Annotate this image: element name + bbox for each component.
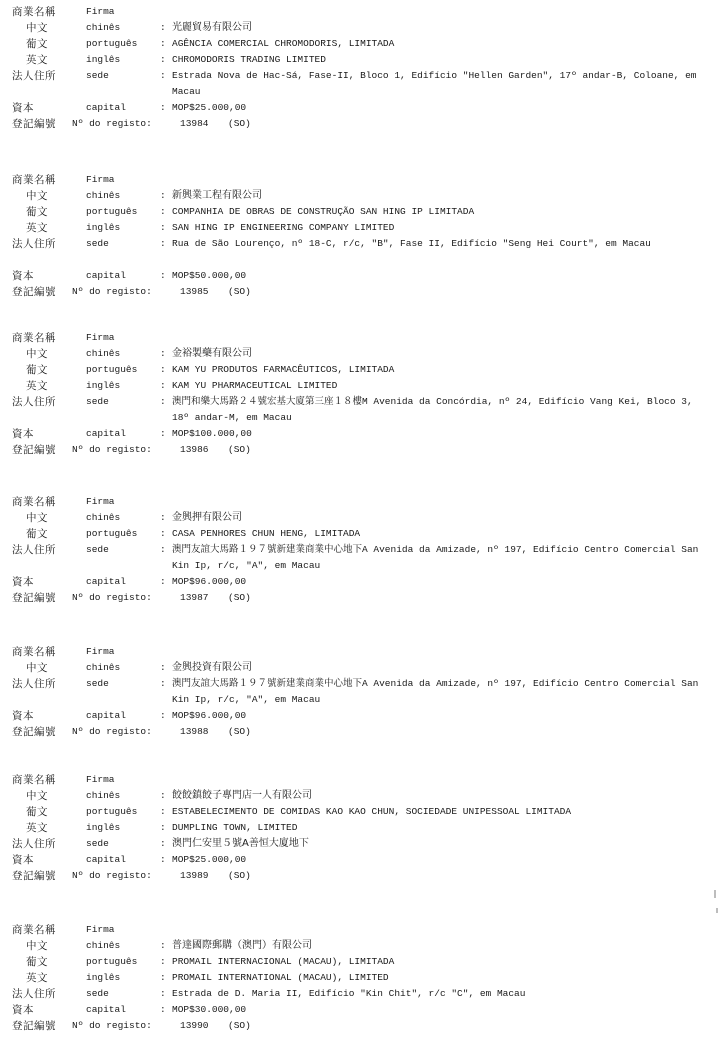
- firma-label-zh: 商業名稱: [12, 646, 56, 658]
- registo-note: (SO): [228, 118, 251, 129]
- colon: :: [160, 710, 166, 721]
- registo-number: 13984: [180, 118, 209, 129]
- firma-row: [0, 4, 722, 20]
- capital-row: [0, 574, 722, 590]
- portugues-label-zh: 葡文: [26, 956, 48, 968]
- chinese-name-value: 金裕製藥有限公司: [172, 348, 252, 359]
- colon: :: [160, 222, 166, 233]
- portugues-label-zh: 葡文: [26, 528, 48, 540]
- colon: :: [160, 662, 166, 673]
- capital-value: MOP$96.000,00: [172, 710, 247, 721]
- chines-label-zh: 中文: [26, 512, 48, 524]
- capital-label-zh: 資本: [12, 576, 34, 588]
- chinese-name-value: 新興業工程有限公司: [172, 190, 262, 201]
- ingles-row: [0, 378, 722, 394]
- portugues-row: [0, 362, 722, 378]
- chines-label-zh: 中文: [26, 662, 48, 674]
- chines-row: [0, 938, 722, 954]
- firma-label-pt: Firma: [86, 6, 115, 17]
- chines-label-zh: 中文: [26, 348, 48, 360]
- chines-label-zh: 中文: [26, 940, 48, 952]
- ingles-label-zh: 英文: [26, 54, 48, 66]
- sede-value: 澳門仁安里５號A善恒大廈地下: [172, 838, 309, 849]
- colon: :: [160, 838, 166, 849]
- colon: :: [160, 54, 166, 65]
- capital-label-zh: 資本: [12, 710, 34, 722]
- company-record: [0, 4, 722, 132]
- portuguese-name-value: KAM YU PRODUTOS FARMACÊUTICOS, LIMITADA: [172, 364, 395, 375]
- ingles-label-zh: 英文: [26, 222, 48, 234]
- registo-row: [0, 116, 722, 132]
- ingles-label-pt: inglês: [86, 54, 121, 65]
- registo-label-pt: Nº do registo:: [72, 726, 152, 737]
- colon: :: [160, 528, 166, 539]
- company-record: [0, 172, 722, 300]
- firma-label-zh: 商業名稱: [12, 496, 56, 508]
- capital-label-zh: 資本: [12, 1004, 34, 1016]
- capital-row: [0, 852, 722, 868]
- chines-label-zh: 中文: [26, 190, 48, 202]
- capital-label-pt: capital: [86, 576, 126, 587]
- colon: :: [160, 38, 166, 49]
- registo-row: [0, 284, 722, 300]
- registo-note: (SO): [228, 592, 251, 603]
- sede-label-pt: sede: [86, 238, 109, 249]
- ingles-label-zh: 英文: [26, 822, 48, 834]
- english-name-value: PROMAIL INTERNATIONAL (MACAU), LIMITED: [172, 972, 389, 983]
- capital-label-pt: capital: [86, 270, 126, 281]
- sede-label-pt: sede: [86, 678, 109, 689]
- capital-row: [0, 426, 722, 442]
- chines-row: [0, 188, 722, 204]
- portugues-label-zh: 葡文: [26, 206, 48, 218]
- registo-label-pt: Nº do registo:: [72, 286, 152, 297]
- ingles-row: [0, 970, 722, 986]
- firma-row: [0, 172, 722, 188]
- colon: :: [160, 544, 166, 555]
- ingles-label-pt: inglês: [86, 822, 121, 833]
- chines-label-pt: chinês: [86, 790, 121, 801]
- company-record: [0, 494, 722, 606]
- sede-value: 澳門友誼大馬路１９７號新建業商業中心地下A Avenida da Amizade, nº 197, Edifício Centro Comercial San Kin Ip, r/c, "A", em Macau: [172, 678, 699, 705]
- chinese-name-value: 金興投資有限公司: [172, 662, 252, 673]
- capital-label-zh: 資本: [12, 102, 34, 114]
- colon: :: [160, 678, 166, 689]
- capital-row: [0, 100, 722, 116]
- colon: :: [160, 70, 166, 81]
- registo-number: 13985: [180, 286, 209, 297]
- colon: :: [160, 576, 166, 587]
- firma-label-pt: Firma: [86, 774, 115, 785]
- registo-label-zh: 登記編號: [12, 1020, 56, 1032]
- registo-row: [0, 590, 722, 606]
- firma-row: [0, 494, 722, 510]
- portugues-label-zh: 葡文: [26, 364, 48, 376]
- english-name-value: SAN HING IP ENGINEERING COMPANY LIMITED: [172, 222, 395, 233]
- capital-value: MOP$50.000,00: [172, 270, 247, 281]
- company-record: [0, 922, 722, 1034]
- sede-label-pt: sede: [86, 396, 109, 407]
- sede-label-zh: 法人住所: [12, 678, 56, 690]
- registo-label-zh: 登記編號: [12, 444, 56, 456]
- portugues-label-pt: português: [86, 806, 138, 817]
- sede-value: Estrada Nova de Hac-Sá, Fase-II, Bloco 1, Edifício "Hellen Garden", 17º andar-B, Coloane, em Macau: [172, 70, 697, 97]
- colon: :: [160, 396, 166, 407]
- chines-label-pt: chinês: [86, 348, 121, 359]
- chines-label-pt: chinês: [86, 662, 121, 673]
- chines-label-pt: chinês: [86, 190, 121, 201]
- portuguese-name-value: CASA PENHORES CHUN HENG, LIMITADA: [172, 528, 361, 539]
- chinese-name-value: 金興押有限公司: [172, 512, 242, 523]
- portugues-row: [0, 954, 722, 970]
- registo-label-pt: Nº do registo:: [72, 444, 152, 455]
- chines-row: [0, 20, 722, 36]
- capital-row: [0, 708, 722, 724]
- sede-label-zh: 法人住所: [12, 544, 56, 556]
- colon: :: [160, 348, 166, 359]
- registo-label-pt: Nº do registo:: [72, 118, 152, 129]
- registo-note: (SO): [228, 1020, 251, 1031]
- colon: :: [160, 956, 166, 967]
- colon: :: [160, 364, 166, 375]
- sede-row: [0, 836, 722, 852]
- registo-row: [0, 868, 722, 884]
- portugues-label-pt: português: [86, 38, 138, 49]
- colon: :: [160, 380, 166, 391]
- colon: :: [160, 428, 166, 439]
- capital-row: [0, 268, 722, 284]
- colon: :: [160, 102, 166, 113]
- registo-label-zh: 登記編號: [12, 726, 56, 738]
- colon: :: [160, 238, 166, 249]
- chinese-name-value: 光麗貿易有限公司: [172, 22, 252, 33]
- sede-label-pt: sede: [86, 70, 109, 81]
- ingles-label-pt: inglês: [86, 380, 121, 391]
- sede-label-pt: sede: [86, 988, 109, 999]
- firma-label-pt: Firma: [86, 646, 115, 657]
- english-name-value: KAM YU PHARMACEUTICAL LIMITED: [172, 380, 338, 391]
- registo-row: [0, 1018, 722, 1034]
- capital-value: MOP$25.000,00: [172, 102, 247, 113]
- english-name-value: CHROMODORIS TRADING LIMITED: [172, 54, 326, 65]
- chines-row: [0, 788, 722, 804]
- portuguese-name-value: ESTABELECIMENTO DE COMIDAS KAO KAO CHUN, SOCIEDADE UNIPESSOAL LIMITADA: [172, 806, 572, 817]
- sede-label-zh: 法人住所: [12, 396, 56, 408]
- capital-label-pt: capital: [86, 710, 126, 721]
- firma-label-pt: Firma: [86, 496, 115, 507]
- firma-label-pt: Firma: [86, 332, 115, 343]
- chines-label-zh: 中文: [26, 790, 48, 802]
- portugues-row: [0, 804, 722, 820]
- registo-note: (SO): [228, 444, 251, 455]
- ingles-label-pt: inglês: [86, 972, 121, 983]
- sede-value: 澳門和樂大馬路２４號宏基大廈第三座１８樓M Avenida da Concórdia, nº 24, Edifício Vang Kei, Bloco 3, 18º andar-M, em Macau: [172, 396, 693, 423]
- colon: :: [160, 270, 166, 281]
- portuguese-name-value: AGÊNCIA COMERCIAL CHROMODORIS, LIMITADA: [172, 38, 395, 49]
- ingles-label-pt: inglês: [86, 222, 121, 233]
- firma-label-pt: Firma: [86, 174, 115, 185]
- ingles-label-zh: 英文: [26, 972, 48, 984]
- colon: :: [160, 988, 166, 999]
- registo-note: (SO): [228, 726, 251, 737]
- sede-label-zh: 法人住所: [12, 988, 56, 1000]
- capital-label-zh: 資本: [12, 854, 34, 866]
- capital-label-zh: 資本: [12, 428, 34, 440]
- firma-row: [0, 644, 722, 660]
- firma-row: [0, 922, 722, 938]
- registo-note: (SO): [228, 286, 251, 297]
- sede-row: [0, 676, 722, 708]
- ingles-row: [0, 820, 722, 836]
- firma-label-zh: 商業名稱: [12, 924, 56, 936]
- ingles-row: [0, 52, 722, 68]
- chinese-name-value: 普達國際郵購（澳門）有限公司: [172, 940, 312, 951]
- colon: :: [160, 854, 166, 865]
- sede-row: [0, 394, 722, 426]
- chines-label-pt: chinês: [86, 512, 121, 523]
- firma-label-pt: Firma: [86, 924, 115, 935]
- chinese-name-value: 餃餃鎮餃子專門店一人有限公司: [172, 790, 312, 801]
- capital-label-pt: capital: [86, 1004, 126, 1015]
- portugues-label-zh: 葡文: [26, 38, 48, 50]
- sede-value: 澳門友誼大馬路１９７號新建業商業中心地下A Avenida da Amizade, nº 197, Edifício Centro Comercial San Kin Ip, r/c, "A", em Macau: [172, 544, 699, 571]
- sede-label-zh: 法人住所: [12, 838, 56, 850]
- sede-row: [0, 986, 722, 1002]
- registo-label-pt: Nº do registo:: [72, 592, 152, 603]
- registo-label-pt: Nº do registo:: [72, 1020, 152, 1031]
- registo-label-pt: Nº do registo:: [72, 870, 152, 881]
- company-record: [0, 330, 722, 458]
- portugues-row: [0, 204, 722, 220]
- registo-label-zh: 登記編號: [12, 870, 56, 882]
- sede-label-zh: 法人住所: [12, 70, 56, 82]
- capital-value: MOP$96.000,00: [172, 576, 247, 587]
- colon: :: [160, 1004, 166, 1015]
- ingles-row: [0, 220, 722, 236]
- firma-label-zh: 商業名稱: [12, 174, 56, 186]
- capital-label-pt: capital: [86, 102, 126, 113]
- colon: :: [160, 806, 166, 817]
- capital-value: MOP$100.000,00: [172, 428, 252, 439]
- registo-number: 13989: [180, 870, 209, 881]
- registo-number: 13990: [180, 1020, 209, 1031]
- capital-row: [0, 1002, 722, 1018]
- portugues-label-pt: português: [86, 956, 138, 967]
- registo-number: 13986: [180, 444, 209, 455]
- colon: :: [160, 512, 166, 523]
- capital-label-pt: capital: [86, 854, 126, 865]
- capital-value: MOP$25.000,00: [172, 854, 247, 865]
- sede-row: [0, 542, 722, 574]
- registo-row: [0, 724, 722, 740]
- sede-value: Estrada de D. Maria II, Edifício "Kin Chit", r/c "C", em Macau: [172, 988, 526, 999]
- registo-number: 13987: [180, 592, 209, 603]
- portugues-label-pt: português: [86, 364, 138, 375]
- colon: :: [160, 22, 166, 33]
- chines-label-zh: 中文: [26, 22, 48, 34]
- registo-label-zh: 登記編號: [12, 118, 56, 130]
- scan-speck: [714, 890, 716, 898]
- portugues-label-pt: português: [86, 206, 138, 217]
- chines-row: [0, 510, 722, 526]
- firma-label-zh: 商業名稱: [12, 332, 56, 344]
- english-name-value: DUMPLING TOWN, LIMITED: [172, 822, 298, 833]
- registo-label-zh: 登記編號: [12, 592, 56, 604]
- chines-label-pt: chinês: [86, 22, 121, 33]
- sede-row: [0, 68, 722, 100]
- firma-row: [0, 772, 722, 788]
- chines-row: [0, 660, 722, 676]
- colon: :: [160, 206, 166, 217]
- sede-label-zh: 法人住所: [12, 238, 56, 250]
- portuguese-name-value: PROMAIL INTERNACIONAL (MACAU), LIMITADA: [172, 956, 395, 967]
- colon: :: [160, 790, 166, 801]
- firma-label-zh: 商業名稱: [12, 774, 56, 786]
- colon: :: [160, 822, 166, 833]
- portuguese-name-value: COMPANHIA DE OBRAS DE CONSTRUÇÃO SAN HING IP LIMITADA: [172, 206, 475, 217]
- sede-value: Rua de São Lourenço, nº 18-C, r/c, "B", Fase II, Edifício "Seng Hei Court", em Macau: [172, 238, 651, 249]
- firma-label-zh: 商業名稱: [12, 6, 56, 18]
- firma-row: [0, 330, 722, 346]
- registo-note: (SO): [228, 870, 251, 881]
- registo-row: [0, 442, 722, 458]
- capital-value: MOP$30.000,00: [172, 1004, 247, 1015]
- capital-label-pt: capital: [86, 428, 126, 439]
- scan-speck: [716, 908, 718, 913]
- registo-number: 13988: [180, 726, 209, 737]
- sede-label-pt: sede: [86, 544, 109, 555]
- chines-row: [0, 346, 722, 362]
- chines-label-pt: chinês: [86, 940, 121, 951]
- portugues-row: [0, 36, 722, 52]
- portugues-label-pt: português: [86, 528, 138, 539]
- capital-label-zh: 資本: [12, 270, 34, 282]
- registo-label-zh: 登記編號: [12, 286, 56, 298]
- colon: :: [160, 940, 166, 951]
- ingles-label-zh: 英文: [26, 380, 48, 392]
- company-record: [0, 772, 722, 884]
- portugues-label-zh: 葡文: [26, 806, 48, 818]
- sede-row: [0, 236, 722, 268]
- portugues-row: [0, 526, 722, 542]
- company-record: [0, 644, 722, 740]
- sede-label-pt: sede: [86, 838, 109, 849]
- colon: :: [160, 190, 166, 201]
- colon: :: [160, 972, 166, 983]
